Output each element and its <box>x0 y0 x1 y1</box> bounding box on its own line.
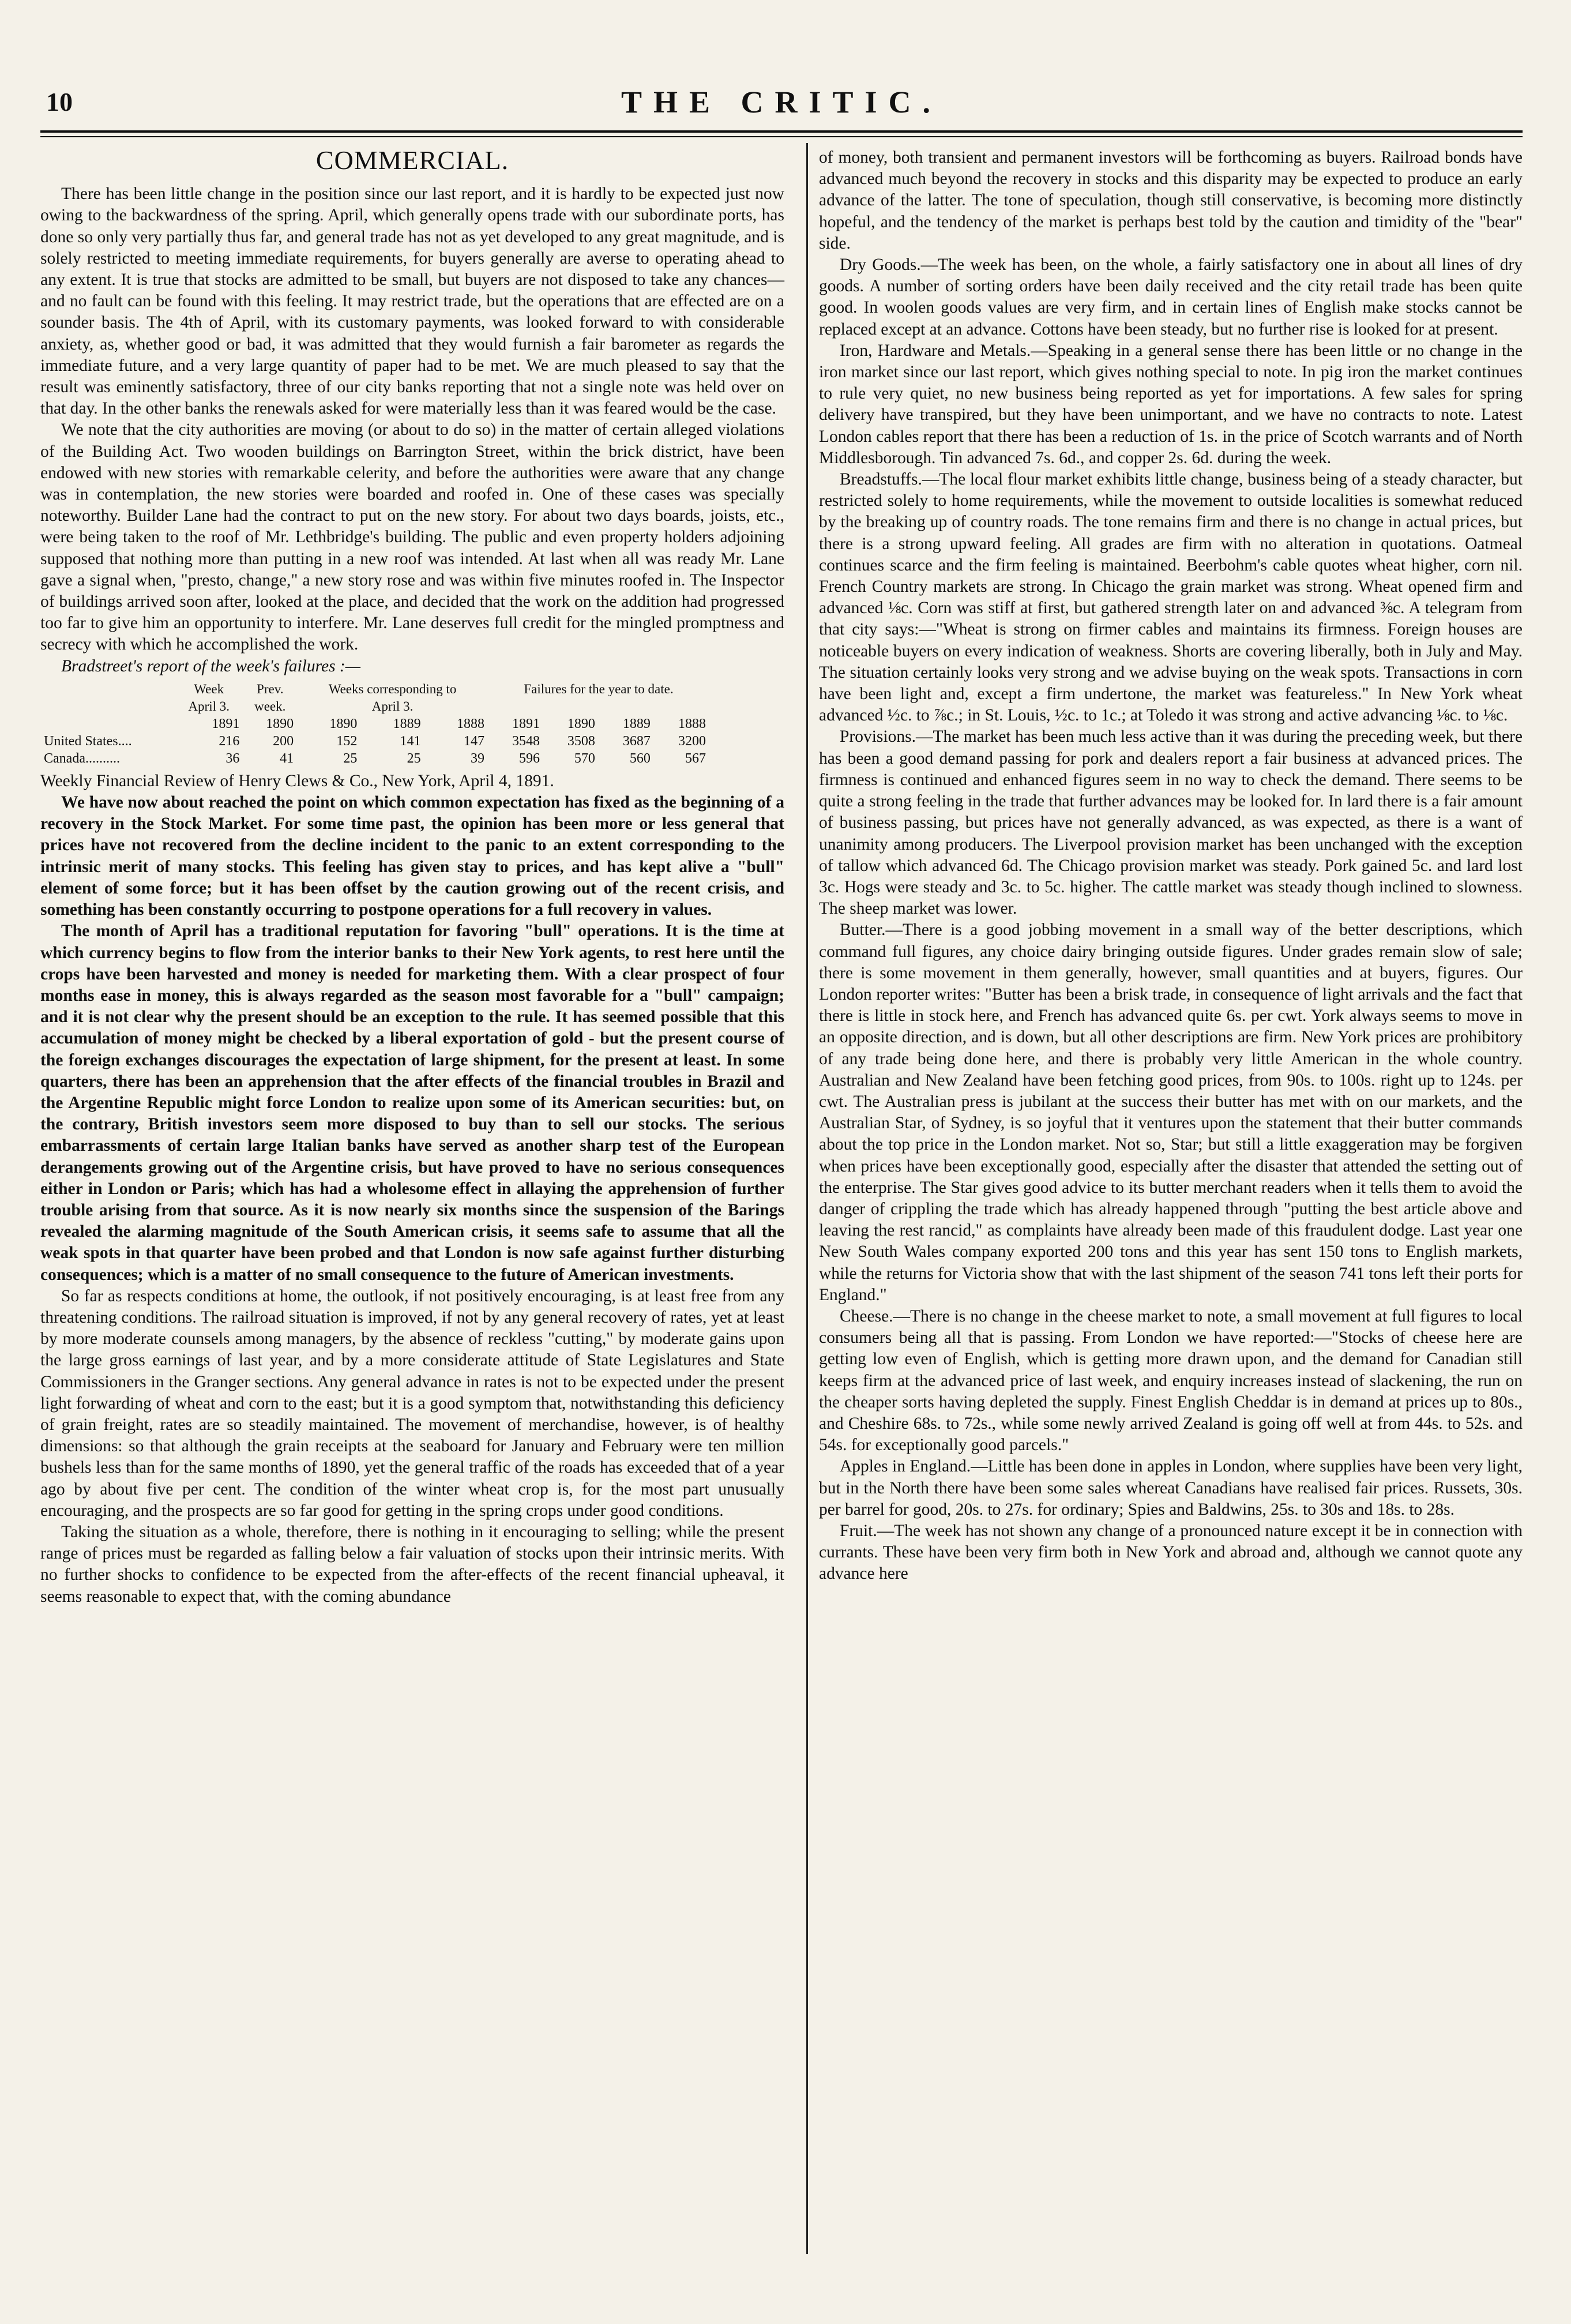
table-cell: 39 <box>470 750 484 766</box>
table-year-cell: 1889 <box>393 716 421 731</box>
article-paragraph: Fruit.—The week has not shown any change of a pronounced nature except it be in connection with currants. These have been very firm both in New York and abroad and, although we cannot quote any advance here <box>819 1522 1523 1583</box>
table-cell: 216 <box>219 733 240 749</box>
table-year-cell: 1891 <box>512 716 540 731</box>
article-paragraph: Apples in England.—Little has been done in apples in London, where supplies have been very light, but in the North there have been some sales whereat Canadians have realised fair prices. Russets, 30s. per barrel for good, 20s. to 27s. for ordinary; Spies and Baldwins, 25s. to 30s and 18s. to 28s. <box>819 1457 1523 1519</box>
table-cell: 41 <box>280 750 294 766</box>
header-rule-bottom <box>40 136 1523 137</box>
page-header <box>40 87 1523 127</box>
table-header-cell: Prev. <box>257 681 284 696</box>
table-cell: 567 <box>685 750 706 766</box>
table-header-cell: April 3. <box>371 699 414 714</box>
table-cell: 3548 <box>512 733 540 749</box>
article-paragraph: Bradstreet's report of the week's failures :— <box>61 656 360 675</box>
table-cell: 596 <box>518 750 540 766</box>
left-column <box>40 147 784 1608</box>
article-paragraph: There has been little change in the position since our last report, and it is hardly to be expected just now owing to the backwardness of the spring. April, which generally opens trade with our subordinate ports, has done so only very partially thus far, and general trade has not as yet developed to any great magnitude, and is solely restricted to meeting immediate requirements, for buyers generally are averse to operating ahead to any extent. It is true that stocks are admitted to be small, but buyers are not disposed to take any chances—and no fault can be found with this feeling. It may restrict trade, but the operations that are effected are on a sounder basis. The 4th of April, with its customary payments, was looked forward to with considerable anxiety, as, whether good or bad, it was admitted that they would furnish a fair barometer as regards the immediate future, and a very large quantity of paper had to be met. We are much pleased to say that the result was eminently satisfactory, three of our city banks reporting that not a single note was held over on that day. In the other banks the renewals asked for were materially less than it was feared would be the case. <box>40 185 784 418</box>
table-year-cell: 1888 <box>678 716 706 731</box>
table-year-cell: 1888 <box>456 716 484 731</box>
table-cell: 560 <box>629 750 651 766</box>
article-paragraph: We have now about reached the point on which common expectation has fixed as the beginning of a recovery in the Stock Market. For some time past, the opinion has been more or less general that prices have not recovered from the decline incident to the panic to an extent corresponding to the intrinsic merit of many stocks. This feeling has given stay to prices, and has kept alive a "bull" element of some force; but it has been offset by the caution growing out of the recent crisis, and something has been constantly occurring to postpone operations for a full recovery in values. <box>40 793 784 919</box>
article-paragraph: We note that the city authorities are moving (or about to do so) in the matter of certain alleged violations of the Building Act. Two wooden buildings on Barrington Street, within the brick district, have been endowed with new stories with remarkable celerity, and before the authorities were aware that any change was in contemplation, the new stories were boarded and roofed in. One of these cases was specially noteworthy. Builder Lane had the contract to put on the new story. For about two days boards, joists, etc., were being taken to the roof of Mr. Lethbridge's building. The public and even property holders adjoining supposed that nothing more than putting in a new roof was intended. At last when all was ready Mr. Lane gave a signal when, "presto, change," a new story rose and was within five minutes roofed in. The Inspector of buildings arrived soon after, looked at the place, and decided that the work on the addition had progressed too far to give him an opportunity to interfere. Mr. Lane deserves full credit for the mingled promptness and secrecy with which he accomplished the work. <box>40 421 784 654</box>
article-paragraph: The month of April has a traditional reputation for favoring "bull" operations. It is the time at which currency begins to flow from the interior banks to their New York agents, to rest here until the crops have been harvested and money is needed for marketing them. With a clear prospect of four months ease in money, this is always regarded as the season most favorable for a "bull" campaign; and it is not clear why the present should be an exception to the rule. It has seemed possible that this accumulation of money might be checked by a liberal exportation of gold - but the present course of the foreign exchanges discourages the expectation of large shipment, for the present at least. In some quarters, there has been an apprehension that the after effects of the financial troubles in Brazil and the Argentine Republic might force London to realize upon some of its American securities: but, on the contrary, British investors seem more disposed to buy than to sell our stocks. The serious embarrassments of certain large Italian banks have served as another sharp test of the European derangements growing out of the Argentine crisis, but have proved to have no serious consequences either in London or Paris; which has had a wholesome effect in allaying the apprehension of further trouble arising from that source. As it is now nearly six months since the suspension of the Barings revealed the alarming magnitude of the South American crisis, it seems safe to assume that all the weak spots in that quarter have been probed and that London is now safe against further disturbing consequences; which is a matter of no small consequence to the future of American investments. <box>40 922 784 1284</box>
article-paragraph: Cheese.—There is no change in the cheese market to note, a small movement at full figures to local consumers being all that is passing. From London we have reported:—"Stocks of cheese here are getting low even of English, which is getting more drawn upon, and the demand for Canadian still keeps firm at the advanced price of last week, and enquiry increases instead of slackening, the run on the cheaper sorts having depleted the supply. Finest English Cheddar is in demand at prices up to 80s., and Cheshire 68s. to 72s., while some newly arrived Zealand is going off well at from 44s. to 52s. and 54s. for exceptionally good parcels." <box>819 1306 1523 1455</box>
table-row <box>40 733 709 750</box>
article-paragraph: Butter.—There is a good jobbing movement in a small way of the better descriptions, which command full figures, any choice dairy bringing outside figures. Under grades remain slow of sale; there is some movement in them generally, however, small quantities and at buyers, figures. Our London reporter writes: "Butter has been a brisk trade, in consequence of light arrivals and the fact that there is little in stock here, and French has advanced quite 6s. per cwt. York always seems to move in an opposite direction, and is down, but all other descriptions are firm. New York prices are prohibitory of any trade being done here, and there is probably very little American in the whole country. Australian and New Zealand have been fetching good prices, from 90s. to 100s. right up to 124s. per cwt. The Australian press is jubilant at the success their butter has met with on our markets, and the Australian Star, of Sydney, is so joyful that it ventures upon the statement that their butter commands about the top price in the London market. Not so, Star; but still a little exaggeration may be forgiven when prices have been exceptionally good, especially after the disaster that attended the setting out of the enterprise. The Star gives good advice to its butter merchant readers when it tells them to avoid the danger of crippling the trade which has already happened through "putting the best article above and leaving the rest rancid," as complaints have already been made of this fraudulent dodge. Last year one New South Wales company exported 200 tons and this year has sent 150 tons to English markets, while the returns for Victoria show that with the last shipment of the season 741 tons left their ports for England." <box>819 921 1523 1304</box>
header-rule-top <box>40 130 1523 133</box>
table-header-cell: Week <box>194 681 224 696</box>
failures-table-wrap <box>40 681 784 767</box>
article-paragraph: So far as respects conditions at home, the outlook, if not positively encouraging, is at least free from any threatening conditions. The railroad situation is improved, if not by any general recovery of rates, yet at least by more moderate counsels among managers, by the absence of reckless "cutting," by moderate gains upon the large gross earnings of last year, and by a more considerate attitude of State Legislatures and State Commissioners in the Granger sections. Any general advance in rates is not to be expected under the present light forwarding of wheat and corn to the east; but it is a good symptom that, notwithstanding this deficiency of grain freight, rates are so steadily maintained. The movement of merchandise, however, is of healthy dimensions: so that although the grain receipts at the seaboard for January and February were ten million bushels less than for the same months of 1890, yet the general traffic of the roads has exceeded that of a year ago by about five per cent. The condition of the winter wheat crop is, for the most part unusually encouraging, and the prospects are so far good for getting in the spring crops under good conditions. <box>40 1286 784 1520</box>
failures-table <box>40 681 709 767</box>
article-paragraph: Taking the situation as a whole, therefore, there is nothing in it encouraging to selling; while the present range of prices must be regarded as falling below a fair valuation of stocks upon their intrinsic merits. With no further shocks to confidence to be expected from the after-effects of the recent financial upheaval, it seems reasonable to expect that, with the coming abundance <box>40 1522 784 1606</box>
table-year-cell: 1891 <box>212 716 240 731</box>
table-header-cell: April 3. <box>188 699 230 714</box>
table-cell: 25 <box>407 750 421 766</box>
table-cell: 200 <box>273 733 294 749</box>
table-header-cell: Weeks corresponding to <box>328 681 457 696</box>
table-header-cell: Failures for the year to date. <box>524 681 674 696</box>
table-row-label: Canada.......... <box>44 750 120 766</box>
article-paragraph: Dry Goods.—The week has been, on the whole, a fairly satisfactory one in about all lines of dry goods. A number of sorting orders have been daily received and the city retail trade has been quite good. In woolen goods values are very firm, and in certain lines of English make stocks cannot be replaced except at an advance. Cottons have been steady, but no further rise is looked for at present. <box>819 256 1523 339</box>
column-divider <box>806 143 808 2254</box>
table-year-cell: 1889 <box>622 716 651 731</box>
section-title: COMMERCIAL. <box>315 145 509 175</box>
table-header-cell: week. <box>254 699 286 714</box>
table-year-cell: 1890 <box>266 716 294 731</box>
right-column <box>819 147 1523 1585</box>
table-cell: 147 <box>463 733 484 749</box>
table-cell: 3508 <box>567 733 595 749</box>
table-header-row <box>40 681 709 698</box>
clews-review <box>40 792 784 1286</box>
article-paragraph: Breadstuffs.—The local flour market exhibits little change, business being of a steady character, but restricted solely to home requirements, while the movement to outside localities is somewhat reduced by the breaking up of country roads. The tone remains firm and there is no change in actual prices, but there is a strong upward feeling. All grades are firm with no alteration in quotations. Oatmeal continues scarce and the firm feeling is maintained. Beerbohm's cable quotes wheat higher, corn nil. French Country markets are strong. In Chicago the grain market was strong. Wheat opened firm and advanced ⅛c. Corn was stiff at first, but gathered strength later on and advanced ⅜c. A telegram from that city says:—"Wheat is strong on firmer cables and maintains its firmness. Foreign houses are noticeable buyers on every indication of weakness. Shorts are covering liberally, both in July and May. The situation certainly looks very strong and we advise buying on the weak spots. Transactions in corn have been light and, except a firm undertone, the market was featureless." In New York wheat advanced ½c. to ⅞c.; in St. Louis, ½c. to 1c.; at Toledo it was strong and active advancing ⅛c. to ⅛c. <box>819 470 1523 725</box>
article-paragraph: Weekly Financial Review of Henry Clews & Co., New York, April 4, 1891. <box>40 771 554 790</box>
page-number: 10 <box>46 87 73 117</box>
table-year-cell: 1890 <box>329 716 358 731</box>
article-paragraph: Iron, Hardware and Metals.—Speaking in a general sense there has been little or no change in the iron market since our last report, which gives nothing special to note. In pig iron the market continues to rule very quiet, no new business being reported as yet for importations. A few sales for spring delivery have transpired, but they have been unimportant, and we have no contracts to note. Latest London cables report that there has been a reduction of 1s. in the price of Scotch warrants and of North Middlesborough. Tin advanced 7s. 6d., and copper 2s. 6d. during the week. <box>819 341 1523 467</box>
table-cell: 3200 <box>678 733 706 749</box>
table-year-cell: 1890 <box>567 716 595 731</box>
table-cell: 152 <box>336 733 358 749</box>
table-cell: 25 <box>343 750 358 766</box>
table-cell: 3687 <box>622 733 651 749</box>
table-row-label: United States.... <box>44 733 132 749</box>
table-year-row <box>40 715 709 733</box>
table-row <box>40 750 709 767</box>
article-paragraph: of money, both transient and permanent investors will be forthcoming as buyers. Railroad bonds have advanced much beyond the recovery in stocks and this disparity may be expected to produce an early advance of the latter. The tone of speculation, though still conservative, is becoming more distinctly hopeful, and the tendency of the market is perhaps best told by the caution and timidity of the "bear" side. <box>819 148 1523 253</box>
table-cell: 36 <box>225 750 240 766</box>
table-cell: 141 <box>400 733 421 749</box>
table-cell: 570 <box>574 750 595 766</box>
masthead-title: THE CRITIC. <box>621 85 942 119</box>
article-paragraph: Provisions.—The market has been much less active than it was during the preceding week, but there has been a good demand passing for pork and dealers report a fair business at advanced prices. The firmness is continued and enhanced figures seem in no way to check the demand. There seems to be quite a strong feeling in the trade that further advances may be looked for. In lard there is a fair amount of business passing, but prices have not generally advanced, as was expected, as there is a want of unanimity among producers. The Liverpool provision market has been unchanged with the exception of tallow which advanced 6d. The Chicago provision market was steady. Pork gained 5c. and lard lost 3c. Hogs were steady and 3c. to 5c. higher. The cattle market was steady though inclined to slowness. The sheep market was lower. <box>819 727 1523 918</box>
table-header-row <box>40 698 709 715</box>
